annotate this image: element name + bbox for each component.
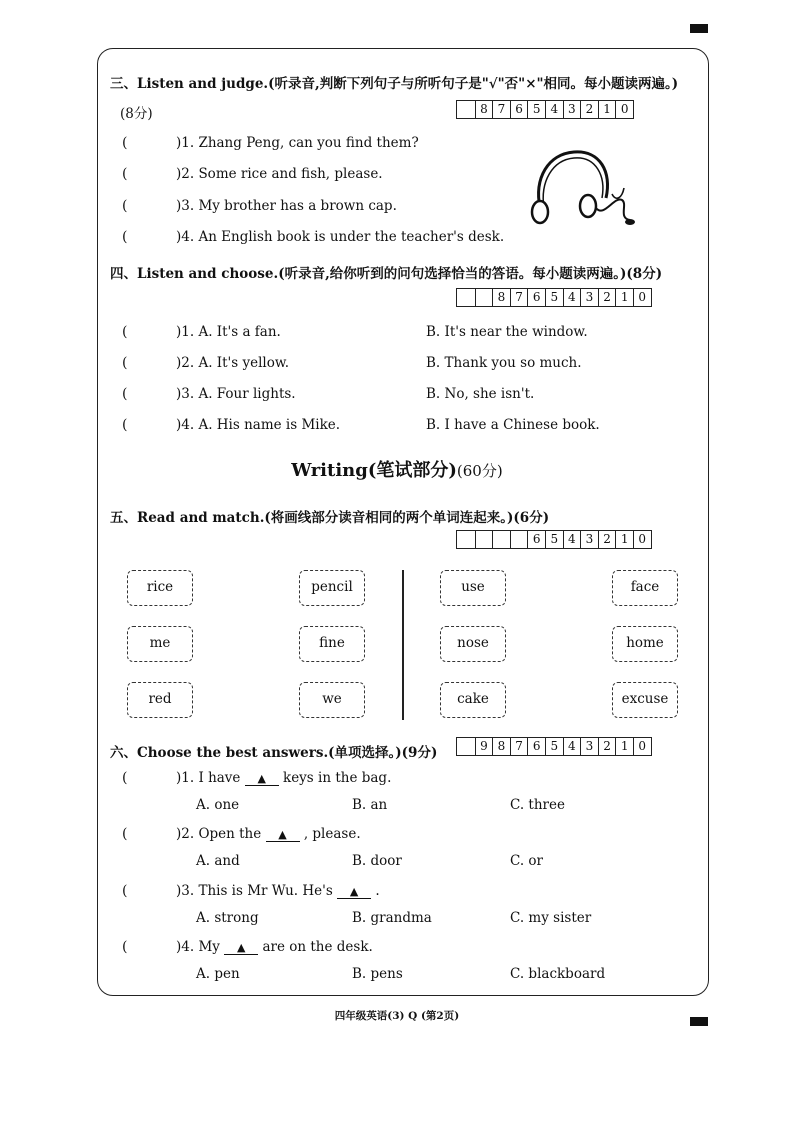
section6-score-grid [456,737,652,756]
score-cell[interactable]: 6 [527,531,545,548]
score-cell[interactable]: 0 [615,101,633,118]
match-word-box[interactable]: pencil [299,570,365,606]
question-post: keys in the bag. [283,770,392,786]
writing-title [0,456,794,482]
match-word-box[interactable]: face [612,570,678,606]
score-cell[interactable] [510,531,528,548]
question-pre: )4. My [176,939,220,955]
option-b: B. grandma [352,910,432,926]
score-cell[interactable]: 2 [580,101,598,118]
score-cell[interactable] [457,101,475,118]
score-cell[interactable]: 4 [563,289,581,306]
answer-paren[interactable]: ( [122,324,128,340]
score-cell[interactable]: 1 [615,531,633,548]
score-cell[interactable]: 2 [598,738,616,755]
option-c: C. three [510,797,565,813]
answer-paren[interactable]: ( [122,939,128,955]
score-cell[interactable]: 5 [545,738,563,755]
section4-score-grid [456,288,652,307]
score-cell[interactable]: 3 [580,289,598,306]
section3-points: (8分) [120,106,153,122]
match-word-box[interactable]: home [612,626,678,662]
score-cell[interactable]: 7 [492,101,510,118]
score-cell[interactable]: 7 [510,289,528,306]
answer-paren[interactable]: ( [122,386,128,402]
match-divider [402,570,404,720]
question-pre: )1. I have [176,770,241,786]
question-line [176,770,391,786]
score-cell[interactable]: 2 [598,531,616,548]
option-a: )3. A. Four lights. [176,386,296,402]
score-cell[interactable]: 5 [545,289,563,306]
answer-paren[interactable]: ( [122,417,128,433]
score-cell[interactable]: 6 [527,738,545,755]
question-pre: )3. This is Mr Wu. He's [176,883,333,899]
answer-blank: ▲ [266,828,300,842]
score-cell[interactable]: 1 [615,738,633,755]
headphones-icon [526,148,638,230]
answer-paren[interactable]: ( [122,826,128,842]
question-text: )1. Zhang Peng, can you find them? [176,135,419,151]
score-cell[interactable]: 3 [580,531,598,548]
answer-paren[interactable]: ( [122,198,128,214]
question-line [176,883,380,899]
score-cell[interactable]: 3 [580,738,598,755]
option-b: B. Thank you so much. [426,355,582,371]
question-post: . [375,883,380,899]
answer-paren[interactable]: ( [122,770,128,786]
option-b: B. an [352,797,388,813]
match-word-box[interactable]: rice [127,570,193,606]
score-cell[interactable] [457,289,475,306]
option-b: B. No, she isn't. [426,386,535,402]
answer-blank: ▲ [245,772,279,786]
score-cell[interactable] [457,531,475,548]
score-cell[interactable] [475,531,493,548]
answer-paren[interactable]: ( [122,883,128,899]
question-text: )3. My brother has a brown cap. [176,198,397,214]
match-word-box[interactable]: use [440,570,506,606]
score-cell[interactable]: 9 [475,738,493,755]
option-a: A. and [196,853,240,869]
answer-paren[interactable]: ( [122,166,128,182]
option-c: C. blackboard [510,966,606,982]
option-a: A. one [196,797,240,813]
answer-paren[interactable]: ( [122,135,128,151]
question-line [176,939,373,955]
option-b: B. pens [352,966,403,982]
answer-blank: ▲ [337,885,371,899]
score-cell[interactable]: 5 [527,101,545,118]
score-cell[interactable] [457,738,475,755]
score-cell[interactable]: 3 [563,101,581,118]
question-post: are on the desk. [262,939,373,955]
answer-blank: ▲ [224,941,258,955]
match-word-box[interactable]: excuse [612,682,678,718]
score-cell[interactable]: 0 [633,531,651,548]
option-a: A. strong [196,910,259,926]
option-c: C. or [510,853,544,869]
score-cell[interactable]: 4 [563,738,581,755]
section3-score-grid [456,100,634,119]
score-cell[interactable]: 4 [563,531,581,548]
question-post: , please. [303,826,361,842]
page-footer: 四年级英语(3) Q (第2页) [334,1010,460,1022]
match-word-box[interactable]: we [299,682,365,718]
match-word-box[interactable]: nose [440,626,506,662]
score-cell[interactable] [475,289,493,306]
answer-paren[interactable]: ( [122,355,128,371]
option-b: B. door [352,853,402,869]
option-a: )1. A. It's a fan. [176,324,281,340]
score-cell[interactable]: 8 [492,289,510,306]
question-pre: )2. Open the [176,826,262,842]
option-c: C. my sister [510,910,592,926]
section6-heading: 六、Choose the best answers.(单项选择。)(9分) [110,745,438,761]
score-cell[interactable]: 5 [545,531,563,548]
score-cell[interactable]: 0 [633,289,651,306]
section3-heading: 三、Listen and judge.(听录音,判断下列句子与所听句子是"√"否"×"相同。每小题读两遍。) [110,76,679,92]
option-a: A. pen [196,966,240,982]
match-word-box[interactable]: cake [440,682,506,718]
score-cell[interactable] [492,531,510,548]
score-cell[interactable]: 6 [510,101,528,118]
score-cell[interactable]: 0 [633,738,651,755]
score-cell[interactable]: 8 [492,738,510,755]
section4-heading: 四、Listen and choose.(听录音,给你听到的问句选择恰当的答语。每小题读两遍。)(8分) [110,266,663,282]
score-cell[interactable]: 8 [475,101,493,118]
score-cell[interactable]: 1 [598,101,616,118]
option-a: )2. A. It's yellow. [176,355,290,371]
section5-heading: 五、Read and match.(将画线部分读音相同的两个单词连起来。)(6分) [110,510,550,526]
answer-paren[interactable]: ( [122,229,128,245]
writing-title-text: Writing [291,460,368,481]
option-a: )4. A. His name is Mike. [176,417,341,433]
score-cell[interactable]: 2 [598,289,616,306]
match-word-box[interactable]: fine [299,626,365,662]
score-cell[interactable]: 7 [510,738,528,755]
score-cell[interactable]: 1 [615,289,633,306]
writing-subtitle: (笔试部分) [367,460,457,481]
writing-points: (60分) [456,462,503,480]
question-line [176,826,361,842]
score-cell[interactable]: 4 [545,101,563,118]
option-b: B. It's near the window. [426,324,588,340]
question-text: )4. An English book is under the teacher's desk. [176,229,505,245]
registration-mark-top [690,24,708,33]
section5-score-grid [456,530,652,549]
option-b: B. I have a Chinese book. [426,417,600,433]
score-cell[interactable]: 6 [527,289,545,306]
match-word-box[interactable]: me [127,626,193,662]
match-word-box[interactable]: red [127,682,193,718]
question-text: )2. Some rice and fish, please. [176,166,383,182]
